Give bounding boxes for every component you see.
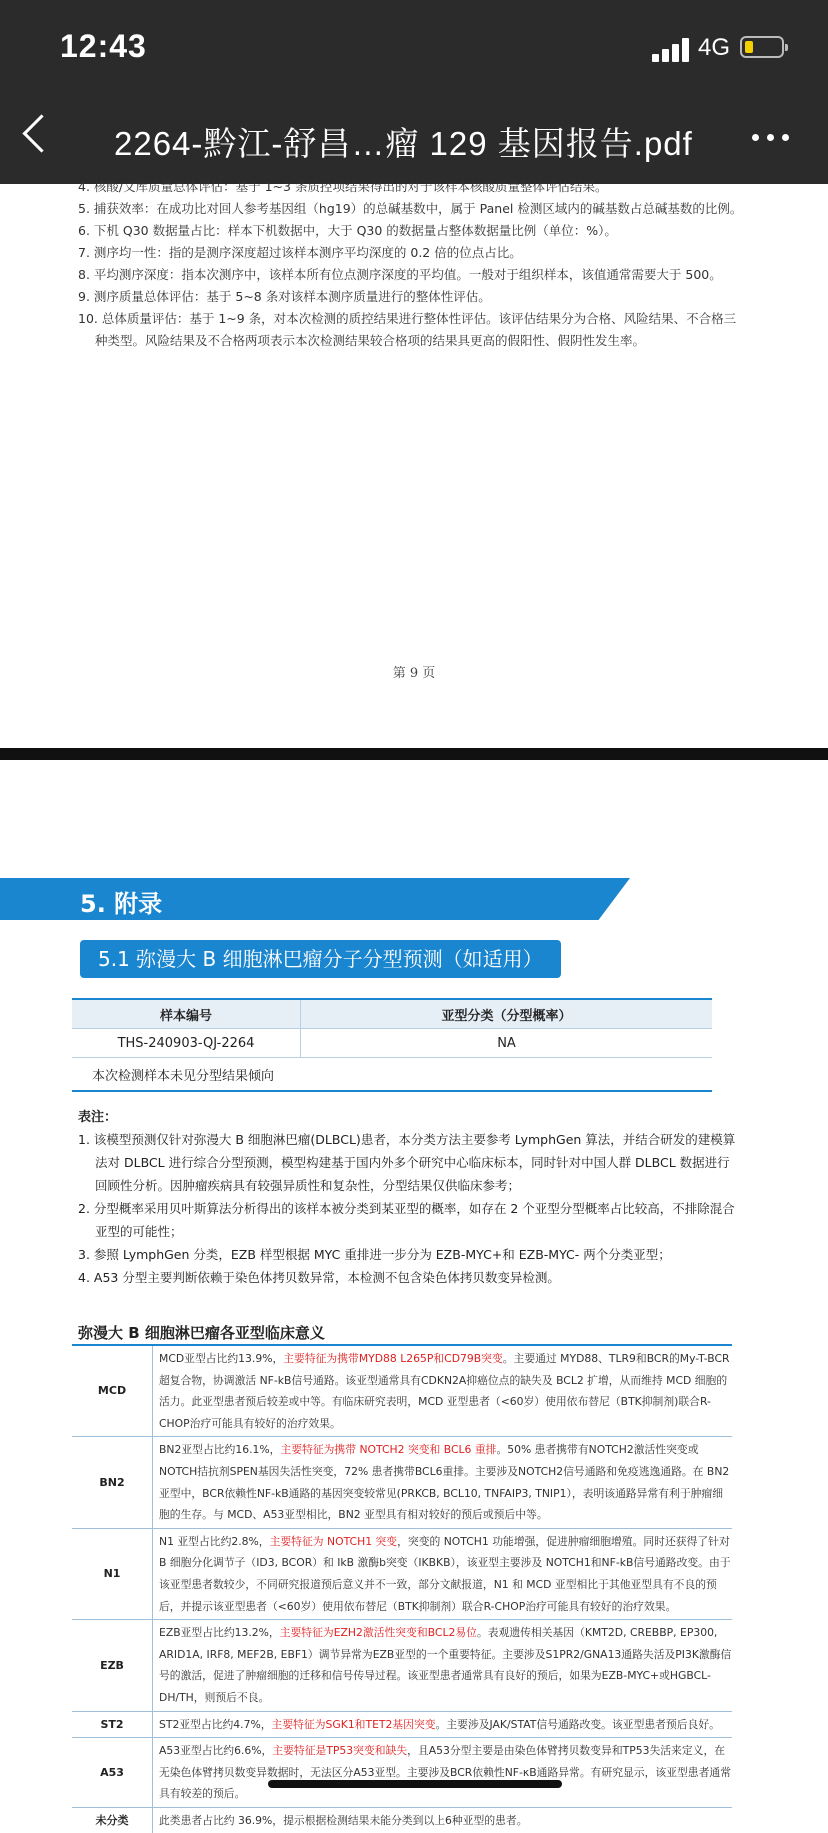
qc-note-item: 6. 下机 Q30 数据量占比：样本下机数据中，大于 Q30 的数据量占整体数据量比例（单位：%）。 <box>78 223 617 238</box>
qc-note-item: 7. 测序均一性：指的是测序深度超过该样本测序平均深度的 0.2 倍的位点占比。 <box>78 245 522 260</box>
back-icon[interactable] <box>22 114 60 152</box>
table-row <box>72 1807 732 1833</box>
network-type: 4G <box>698 34 731 61</box>
table-header: 亚型分类（分型概率） <box>301 999 713 1029</box>
table-row <box>72 1437 732 1528</box>
subtype-description: ST2亚型占比约4.7%，主要特征为SGK1和TET2基因突变。主要涉及JAK/STAT信号通路改变。该亚型患者预后良好。 <box>153 1711 733 1738</box>
subtype-description: MCD亚型占比约13.9%，主要特征为携带MYD88 L265P和CD79B突变。主要通过 MYD88、TLR9和BCR的My-T-BCR 超复合物，协调激活 NF-kB信号通路。该亚型通常具有CDKN2A抑癌位点的缺失及 BCL2 扩增，从而维持 MCD 细胞的活力。此亚型患者预后较差或中等。有临床研究表明，MCD 亚型患者（<60岁）使用依布替尼（BTK抑制剂)联合R-CHOP治疗可能具有较好的治疗效果。 <box>153 1345 733 1437</box>
table-row <box>72 1345 732 1437</box>
subtype-heading: 弥漫大 B 细胞淋巴瘤各亚型临床意义 <box>78 1324 325 1342</box>
subtype-name: A53 <box>72 1738 153 1808</box>
subtype-description: EZB亚型占比约13.2%，主要特征为EZH2激活性突变和BCL2易位。表观遗传相关基因（KMT2D, CREBBP, EP300, ARID1A, IRF8, MEF2B, EBF1）调节异常为EZB亚型的一个重要特征。主要涉及S1PR2/GNA13通路失活及PI3K激酶信号的激活，促进了肿瘤细胞的迁移和信号传导过程。该亚型患者通常具有良好的预后，如果为EZB-MYC+或HGBCL-DH/TH，则预后不良。 <box>153 1620 733 1711</box>
table-row <box>72 1738 732 1808</box>
notes-heading: 表注： <box>78 1110 118 1125</box>
subtype-name: N1 <box>72 1528 153 1619</box>
qc-note-item: 9. 测序质量总体评估：基于 5~8 条对该样本测序质量进行的整体性评估。 <box>78 289 491 304</box>
qc-note-item: 4. 核酸/文库质量总体评估：基于 1~3 条质控项结果得出的对于该样本核酸质量整体评估结果。 <box>78 179 608 194</box>
subtype-name: EZB <box>72 1620 153 1711</box>
subsection-title: 5.1 弥漫大 B 细胞淋巴瘤分子分型预测（如适用） <box>80 940 561 978</box>
home-indicator[interactable] <box>268 1780 562 1788</box>
table-row <box>72 1029 712 1058</box>
subtype-name: BN2 <box>72 1437 153 1528</box>
table-row <box>72 1620 732 1711</box>
section-title: 5. 附录 <box>80 890 163 918</box>
pdf-page-9 <box>0 179 828 748</box>
qc-note-item: 5. 捕获效率：在成功比对回人参考基因组（hg19）的总碱基数中，属于 Panel 检测区域内的碱基数占总碱基数的比例。 <box>78 201 743 216</box>
qc-note-item: 8. 平均测序深度：指本次测序中，该样本所有位点测序深度的平均值。一般对于组织样本，该值通常需要大于 500。 <box>78 267 722 282</box>
subtype-prediction-table <box>72 998 712 1092</box>
subtype-result: NA <box>301 1029 713 1058</box>
note-item: 3. 参照 LymphGen 分类，EZB 样型根据 MYC 重排进一步分为 EZB-MYC+和 EZB-MYC- 两个分类亚型； <box>78 1247 671 1262</box>
subtype-name: MCD <box>72 1345 153 1437</box>
qc-note-item-cont: 种类型。风险结果及不合格两项表示本次检测结果较合格项的结果具更高的假阳性、假阴性发生率。 <box>95 333 646 348</box>
subtype-significance-table <box>72 1344 732 1833</box>
top-bar <box>0 0 828 184</box>
more-options-icon[interactable] <box>752 134 792 144</box>
note-item: 1. 该模型预测仅针对弥漫大 B 细胞淋巴瘤(DLBCL)患者，本分类方法主要参考 LymphGen 算法，并结合研发的建模算 法对 DLBCL 进行综合分型预测，模型构建基于国内外多个研究中心临床标本，同时针对中国人群 DLBCL 数据进行回顾性分析。因肿瘤疾病具有较强异质性和复杂性，分型结果仅供临床参考； <box>78 1132 736 1193</box>
note-item: 2. 分型概率采用贝叶斯算法分析得出的该样本被分类到某亚型的概率，如存在 2 个亚型分型概率占比较高，不排除混合 亚型的可能性； <box>78 1201 735 1239</box>
page-number: 第 9 页 <box>392 666 436 681</box>
sample-id: THS-240903-QJ-2264 <box>72 1029 301 1058</box>
subtype-name: ST2 <box>72 1711 153 1738</box>
notes-list <box>78 1128 738 1289</box>
subtype-description: A53亚型占比约6.6%，主要特征是TP53突变和缺失，且A53分型主要是由染色体臂拷贝数变异和TP53失活来定义，在无染色体臂拷贝数变异数据时，无法区分A53亚型。主要涉及BCR依赖性NF-κB通路异常。有研究显示，该亚型患者通常具有较差的预后。 <box>153 1738 733 1808</box>
page-separator <box>0 748 828 760</box>
note-item: 4. A53 分型主要判断依赖于染色体拷贝数异常，本检测不包含染色体拷贝数变异检测。 <box>78 1270 560 1285</box>
qc-note-item: 10. 总体质量评估：基于 1~9 条，对本次检测的质控结果进行整体性评估。该评估结果分为合格、风险结果、不合格三 <box>78 311 737 326</box>
status-time: 12:43 <box>60 28 147 64</box>
table-row <box>72 1711 732 1738</box>
subtype-name: 未分类 <box>72 1807 153 1833</box>
pdf-page-10 <box>0 760 828 1827</box>
table-row <box>72 1528 732 1619</box>
document-title: 2264-黔江-舒昌…瘤 129 基因报告.pdf <box>114 125 693 162</box>
battery-icon <box>740 36 784 58</box>
subtype-description: N1 亚型占比约2.8%，主要特征为 NOTCH1 突变，突变的 NOTCH1 功能增强，促进肿瘤细胞增殖。同时还获得了针对 B 细胞分化调节子（ID3, BCOR）和 IkB 激酶b突变（IKBKB），该亚型主要涉及 NOTCH1和NF-kB信号通路改变。由于该亚型患者数较少，不同研究报道预后意义并不一致，部分文献报道，N1 和 MCD 亚型相比于其他亚型具有不良的预后，并提示该亚型患者（<60岁）使用依布替尼（BTK抑制剂）联合R-CHOP治疗可能具有较好的治疗效果。 <box>153 1528 733 1619</box>
signal-icon <box>652 38 692 62</box>
subtype-description: 此类患者占比约 36.9%，提示根据检测结果未能分类到以上6种亚型的患者。 <box>153 1807 733 1833</box>
table-note: 本次检测样本未见分型结果倾向 <box>72 1058 712 1092</box>
qc-notes-list <box>78 176 758 352</box>
subtype-description: BN2亚型占比约16.1%，主要特征为携带 NOTCH2 突变和 BCL6 重排。50% 患者携带有NOTCH2激活性突变或 NOTCH拮抗剂SPEN基因失活性突变，72% 患者携带BCL6重排。主要涉及NOTCH2信号通路和免疫逃逸通路。在 BN2 亚型中，BCR依赖性NF-kB通路的基因突变较常见(PRKCB, BCL10, TNFAIP3, TNIP1），表明该通路异常有利于肿瘤细胞的生存。与 MCD、A53亚型相比，BN2 亚型具有相对较好的预后或预后中等。 <box>153 1437 733 1528</box>
table-header: 样本编号 <box>72 999 301 1029</box>
